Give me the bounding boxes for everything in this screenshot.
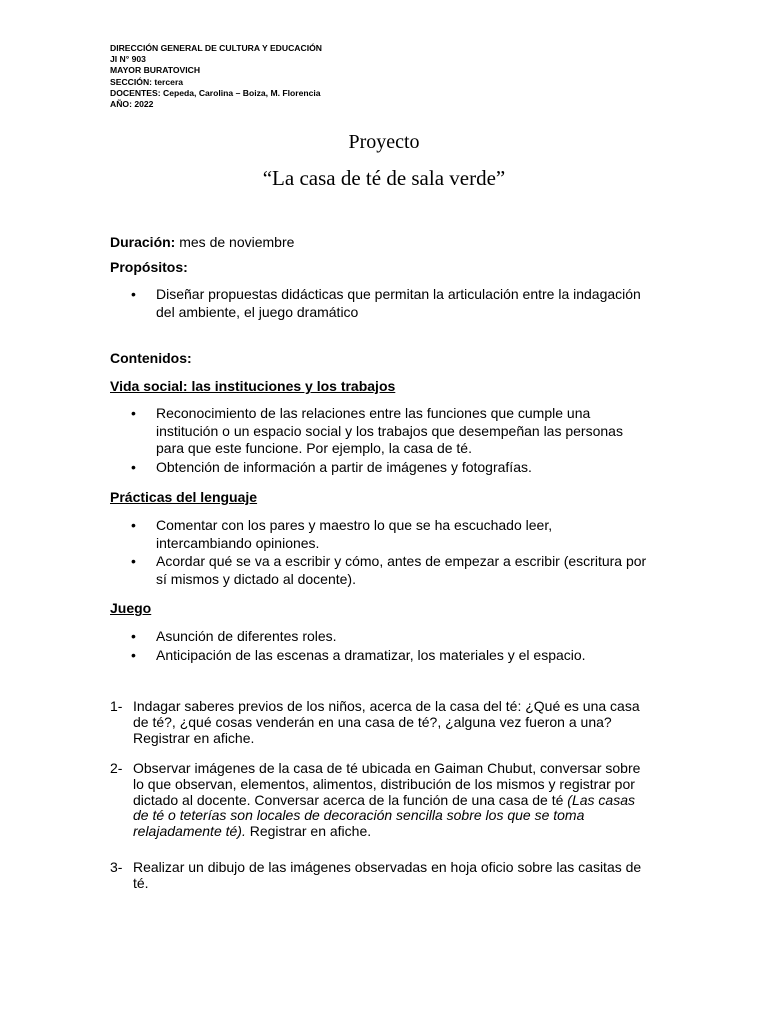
duration-value: mes de noviembre bbox=[179, 234, 295, 250]
list-item bbox=[110, 286, 670, 321]
bullet-icon: • bbox=[131, 286, 136, 302]
practicas-list bbox=[110, 517, 670, 589]
step-2 bbox=[110, 761, 670, 840]
bullet-icon: • bbox=[131, 646, 136, 663]
list-item-text: Anticipación de las escenas a dramatizar, los materiales y el espacio. bbox=[156, 646, 586, 663]
section-heading-vida-social: Vida social: las instituciones y los trabajos bbox=[110, 378, 396, 394]
contents-heading: Contenidos: bbox=[110, 350, 192, 366]
duration-line bbox=[110, 234, 294, 251]
list-item bbox=[110, 459, 670, 477]
step-text-italic: relajadamente té). bbox=[133, 823, 246, 840]
list-item-text: Acordar qué se va a escribir y cómo, antes de empezar a escribir (escritura por bbox=[156, 553, 647, 569]
purposes-heading: Propósitos: bbox=[110, 259, 188, 275]
step-text bbox=[133, 824, 670, 840]
step-number: 2- bbox=[110, 760, 123, 776]
header-line: DOCENTES: Cepeda, Carolina – Boiza, M. Florencia bbox=[110, 87, 321, 98]
list-item-text: Reconocimiento de las relaciones entre las funciones que cumple una bbox=[156, 405, 591, 421]
document-title: Proyecto bbox=[348, 131, 420, 153]
numbered-step bbox=[110, 699, 670, 746]
list-item bbox=[110, 517, 670, 552]
step-text-italic: de té o teterías son locales de decoración sencilla sobre los que se toma bbox=[133, 807, 585, 824]
numbered-step bbox=[110, 860, 670, 892]
step-3 bbox=[110, 860, 670, 892]
institution-header bbox=[110, 43, 322, 110]
juego-list bbox=[110, 628, 670, 665]
section-heading-juego: Juego bbox=[110, 600, 152, 616]
step-text: Observar imágenes de la casa de té ubicada en Gaiman Chubut, conversar sobre bbox=[133, 760, 641, 776]
step-number: 3- bbox=[110, 859, 123, 875]
list-item-text: Diseñar propuestas didácticas que permitan la articulación entre la indagación bbox=[156, 286, 641, 302]
list-item-text: para que este funcione. Por ejemplo, la casa de té. bbox=[156, 440, 472, 456]
section-heading-practicas: Prácticas del lenguaje bbox=[110, 489, 258, 505]
step-text: lo que observan, elementos, alimentos, distribución de los mismos y registrar por bbox=[133, 775, 635, 792]
numbered-step bbox=[110, 761, 670, 840]
list-item-text: sí mismos y dictado al docente). bbox=[156, 570, 356, 587]
step-text-segment: dictado al docente. Conversar acerca de la función de una casa de té bbox=[133, 791, 568, 808]
step-text-segment: Registrar en afiche. bbox=[245, 823, 372, 840]
list-item-text: intercambiando opiniones. bbox=[156, 534, 320, 551]
step-text: Registrar en afiche. bbox=[133, 729, 255, 746]
header-line: MAYOR BURATOVICH bbox=[110, 65, 201, 76]
list-item bbox=[110, 628, 670, 646]
bullet-icon: • bbox=[131, 553, 136, 569]
list-item-text: Obtención de información a partir de imágenes y fotografías. bbox=[156, 458, 532, 475]
step-number: 1- bbox=[110, 698, 123, 714]
project-name: “La casa de té de sala verde” bbox=[262, 166, 506, 190]
list-item-text: institución o un espacio social y los trabajos que desempeñan las personas bbox=[156, 422, 623, 439]
step-text: Realizar un dibujo de las imágenes observadas en hoja oficio sobre las casitas de bbox=[133, 859, 642, 875]
header-line: DIRECCIÓN GENERAL DE CULTURA Y EDUCACIÓN bbox=[110, 43, 322, 53]
bullet-icon: • bbox=[131, 405, 136, 421]
step-text: de té?, ¿qué cosas venderán en una casa de té?, ¿alguna vez fueron a una? bbox=[133, 713, 612, 730]
purposes-list bbox=[110, 286, 670, 322]
header-line: JI N° 903 bbox=[110, 54, 146, 65]
header-line: AÑO: 2022 bbox=[110, 99, 154, 110]
list-item bbox=[110, 405, 670, 458]
list-item bbox=[110, 647, 670, 665]
list-item bbox=[110, 553, 670, 588]
list-item-text: Comentar con los pares y maestro lo que se ha escuchado leer, bbox=[156, 517, 553, 533]
bullet-icon: • bbox=[131, 628, 136, 644]
step-text-italic: (Las casas bbox=[567, 791, 635, 808]
list-item-text: Asunción de diferentes roles. bbox=[156, 628, 337, 644]
step-text: té. bbox=[133, 874, 149, 891]
list-item-text: del ambiente, el juego dramático bbox=[156, 303, 359, 320]
duration-label: Duración: bbox=[110, 234, 176, 250]
step-text: Indagar saberes previos de los niños, acerca de la casa del té: ¿Qué es una casa bbox=[133, 698, 640, 714]
bullet-icon: • bbox=[131, 517, 136, 533]
step-text bbox=[133, 793, 670, 809]
step-1 bbox=[110, 699, 670, 746]
bullet-icon: • bbox=[131, 458, 136, 475]
header-line: SECCIÓN: tercera bbox=[110, 76, 184, 87]
vida-social-list bbox=[110, 405, 670, 477]
